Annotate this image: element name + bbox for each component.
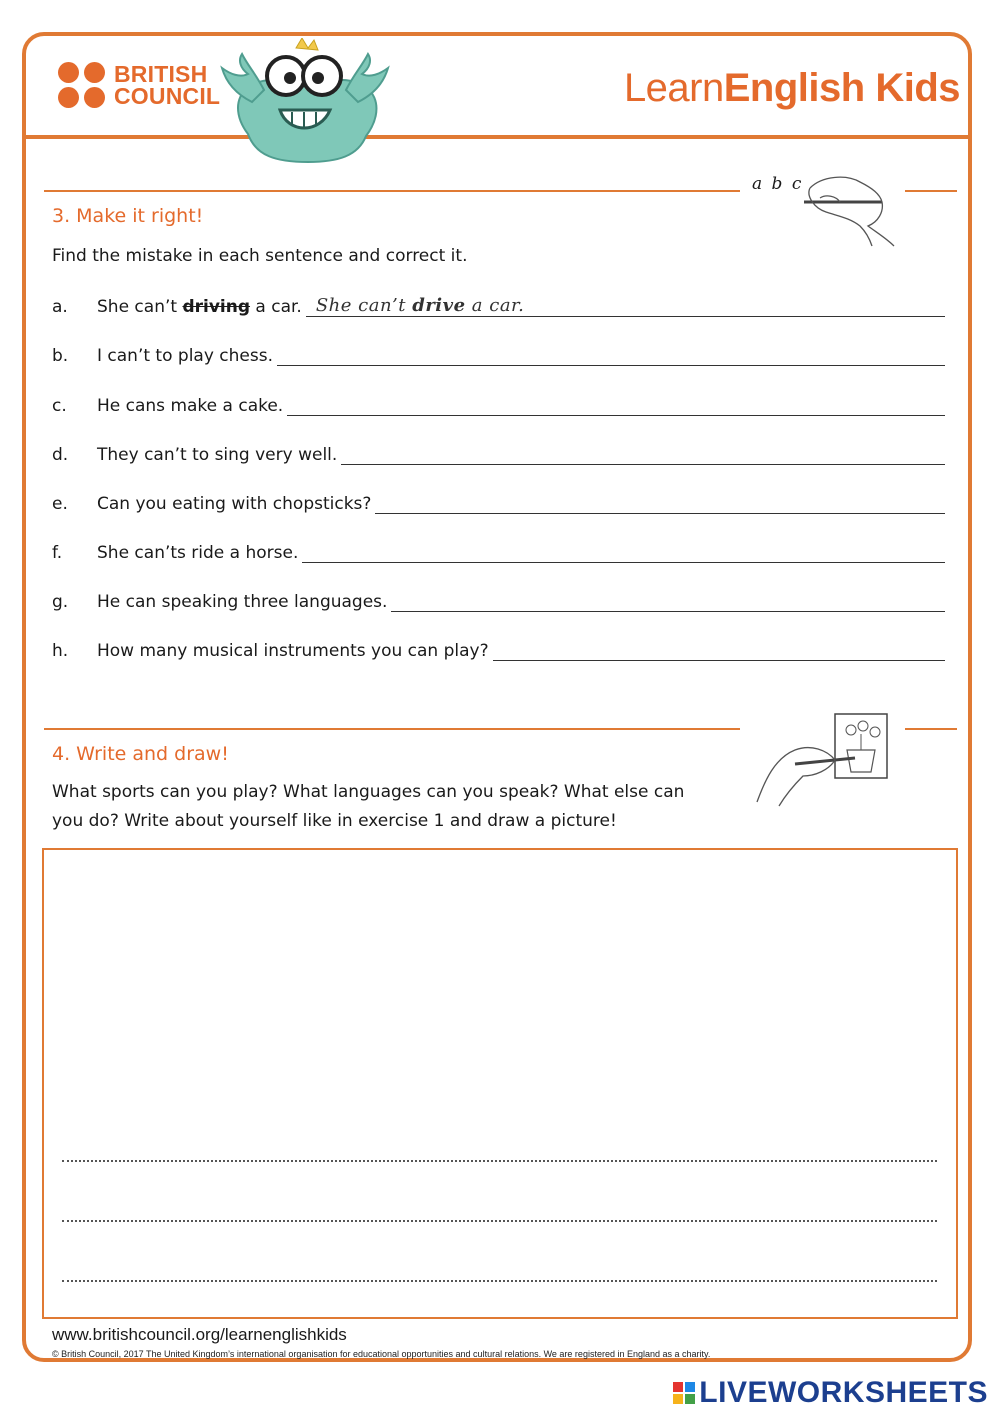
item-letter: b. <box>52 346 69 366</box>
header-divider <box>22 135 972 139</box>
answer-line[interactable] <box>375 493 945 514</box>
answer-line[interactable] <box>287 395 945 416</box>
item-sentence: She can’ts ride a horse. <box>97 543 299 563</box>
answer-line[interactable] <box>493 640 945 661</box>
british-council-logo <box>58 62 220 108</box>
drawing-hand-icon <box>755 710 895 810</box>
item-letter: h. <box>52 641 69 661</box>
liveworksheets-text: LIVEWORKSHEETS <box>699 1376 988 1409</box>
exercise-row-f <box>52 537 945 563</box>
section4-instruction-line2: you do? Write about yourself like in exercise 1 and draw a picture! <box>52 811 617 831</box>
exercise-row-e <box>52 488 945 514</box>
section4-rule <box>44 728 740 730</box>
writing-line-3[interactable] <box>62 1280 937 1282</box>
item-letter: c. <box>52 396 67 416</box>
writing-hand-icon <box>790 168 900 248</box>
section3-rule-right <box>905 190 957 192</box>
answer-line[interactable] <box>306 296 945 317</box>
lek-learn: Learn <box>623 66 724 110</box>
example-answer: She can’t drive a car. <box>315 295 525 316</box>
section4-rule-right <box>905 728 957 730</box>
bc-logo-line1: BRITISH <box>114 61 208 87</box>
answer-line[interactable] <box>302 542 945 563</box>
item-letter: d. <box>52 445 69 465</box>
item-letter: g. <box>52 592 69 612</box>
item-letter: a. <box>52 297 68 317</box>
answer-line[interactable] <box>391 591 945 612</box>
lek-english: English <box>723 66 865 110</box>
item-letter: f. <box>52 543 63 563</box>
footer-copyright: © British Council, 2017 The United Kingdom’s international organisation for educational opportunities and cultural relations. We are registered in England as a charity. <box>52 1349 711 1359</box>
learnenglish-kids-logo <box>624 66 960 111</box>
item-sentence: I can’t to play chess. <box>97 346 273 366</box>
exercise-row-a <box>52 291 945 317</box>
monster-mascot-icon <box>218 38 393 168</box>
exercise-row-b <box>52 340 945 366</box>
item-sentence: They can’t to sing very well. <box>97 445 338 465</box>
struck-word: driving <box>182 297 251 317</box>
item-sentence: He cans make a cake. <box>97 396 284 416</box>
answer-line[interactable] <box>277 345 945 366</box>
exercise-row-h <box>52 635 945 661</box>
bc-logo-line2: COUNCIL <box>114 83 221 109</box>
exercise-row-d <box>52 439 945 465</box>
section3-title: 3. Make it right! <box>52 205 204 227</box>
bc-dots-icon <box>58 62 106 108</box>
section3-instruction: Find the mistake in each sentence and correct it. <box>52 246 468 266</box>
item-sentence: She can’t driving a car. <box>97 297 302 317</box>
abc-label: a b c <box>752 174 804 194</box>
item-sentence: How many musical instruments you can play? <box>97 641 489 661</box>
section3-rule <box>44 190 740 192</box>
exercise-row-c <box>52 390 945 416</box>
item-letter: e. <box>52 494 68 514</box>
drawing-area[interactable] <box>42 848 958 1319</box>
footer-url: www.britishcouncil.org/learnenglishkids <box>52 1325 347 1344</box>
exercise-row-g <box>52 586 945 612</box>
section4-instruction <box>52 778 684 836</box>
section4-instruction-line1: What sports can you play? What languages can you speak? What else can <box>52 782 685 802</box>
item-sentence: He can speaking three languages. <box>97 592 388 612</box>
writing-line-1[interactable] <box>62 1160 937 1162</box>
item-sentence: Can you eating with chopsticks? <box>97 494 372 514</box>
writing-line-2[interactable] <box>62 1220 937 1222</box>
lek-kids: Kids <box>864 66 960 110</box>
section4-title: 4. Write and draw! <box>52 743 229 765</box>
liveworksheets-icon <box>673 1382 695 1404</box>
liveworksheets-logo <box>673 1376 988 1410</box>
answer-line[interactable] <box>341 444 945 465</box>
